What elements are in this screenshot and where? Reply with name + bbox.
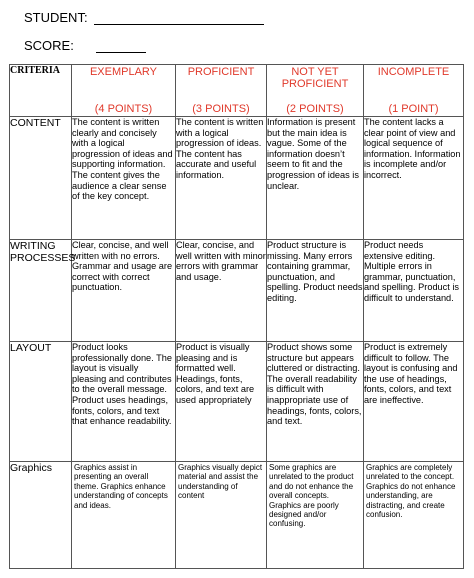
student-label: STUDENT: (24, 10, 88, 25)
rubric-cell: Clear, concise, and well written with minor errors with grammar and usage. (176, 240, 267, 342)
rubric-cell: The content is written clearly and concisely with a logical progression of ideas and supporting information. The content gives the audience a clear sense of the key concept. (72, 117, 176, 240)
row-label-writing-processes: WRITING PROCESSES (10, 240, 72, 342)
student-field (24, 10, 88, 25)
student-name-blank[interactable] (94, 24, 264, 25)
score-field (24, 38, 74, 53)
rubric-row-writing-processes (10, 240, 464, 342)
rubric-row-layout (10, 342, 464, 462)
rubric-cell: Clear, concise, and well written with no errors. Grammar and usage are correct with correct punctuation. (72, 240, 176, 342)
rubric-cell: Product structure is missing. Many errors containing grammar, punctuation, and spelling. Product needs editing. (267, 240, 364, 342)
rubric-cell: Information is present but the main idea is vague. Some of the information doesn’t seem to fit and the progression of ideas is unclear. (267, 117, 364, 240)
rubric-cell: Graphics visually depict material and assist the understanding of content (176, 462, 267, 569)
level-header-proficient (176, 65, 267, 117)
level-name: EXEMPLARY (89, 66, 158, 78)
rubric-cell: Graphics are completely unrelated to the concept. Graphics do not enhance understanding, are distracting, and create confusion. (364, 462, 464, 569)
rubric-cell: Product is visually pleasing and is formatted well. Headings, fonts, colors, and text are used appropriately (176, 342, 267, 462)
score-blank[interactable] (96, 52, 146, 53)
rubric-cell: The content is written with a logical progression of ideas. The content has accurate and useful information. (176, 117, 267, 240)
rubric-cell: Product looks professionally done. The layout is visually pleasing and contributes to the overall message. Product uses headings, fonts, colors, and text that enhance readability. (72, 342, 176, 462)
rubric-header-row (10, 65, 464, 117)
score-label: SCORE: (24, 38, 74, 53)
rubric-cell: Some graphics are unrelated to the product and do not enhance the overall concepts. Graphics are poorly designed and/or confusing. (267, 462, 364, 569)
level-header-not-yet-proficient (267, 65, 364, 117)
level-points: (1 POINT) (388, 103, 439, 115)
rubric-cell: Product is extremely difficult to follow. The layout is confusing and the use of headings, fonts, colors, and text are ineffective. (364, 342, 464, 462)
level-points: (2 POINTS) (286, 103, 344, 115)
rubric-cell: The content lacks a clear point of view and logical sequence of information. Information is incomplete and/or incorrect. (364, 117, 464, 240)
level-header-exemplary (72, 65, 176, 117)
rubric-cell: Product needs extensive editing. Multiple errors in grammar, punctuation, and spelling. Product is difficult to understand. (364, 240, 464, 342)
row-label-graphics: Graphics (10, 462, 72, 569)
level-points: (4 POINTS) (94, 103, 153, 115)
row-label-layout: LAYOUT (10, 342, 72, 462)
criteria-header: CRITERIA (10, 65, 72, 117)
rubric-table (9, 64, 464, 569)
level-name: INCOMPLETE (377, 66, 450, 78)
rubric-cell: Graphics assist in presenting an overall theme. Graphics enhance understanding of concepts and ideas. (72, 462, 176, 569)
rubric-row-graphics (10, 462, 464, 569)
rubric-row-content (10, 117, 464, 240)
row-label-content: CONTENT (10, 117, 72, 240)
level-header-incomplete (364, 65, 464, 117)
level-points: (3 POINTS) (192, 103, 250, 115)
rubric-cell: Product shows some structure but appears cluttered or distracting. The overall readability is difficult with inappropriate use of headings, fonts, colors, and text. (267, 342, 364, 462)
level-name: NOT YET PROFICIENT (281, 66, 349, 90)
level-name: PROFICIENT (187, 66, 255, 78)
